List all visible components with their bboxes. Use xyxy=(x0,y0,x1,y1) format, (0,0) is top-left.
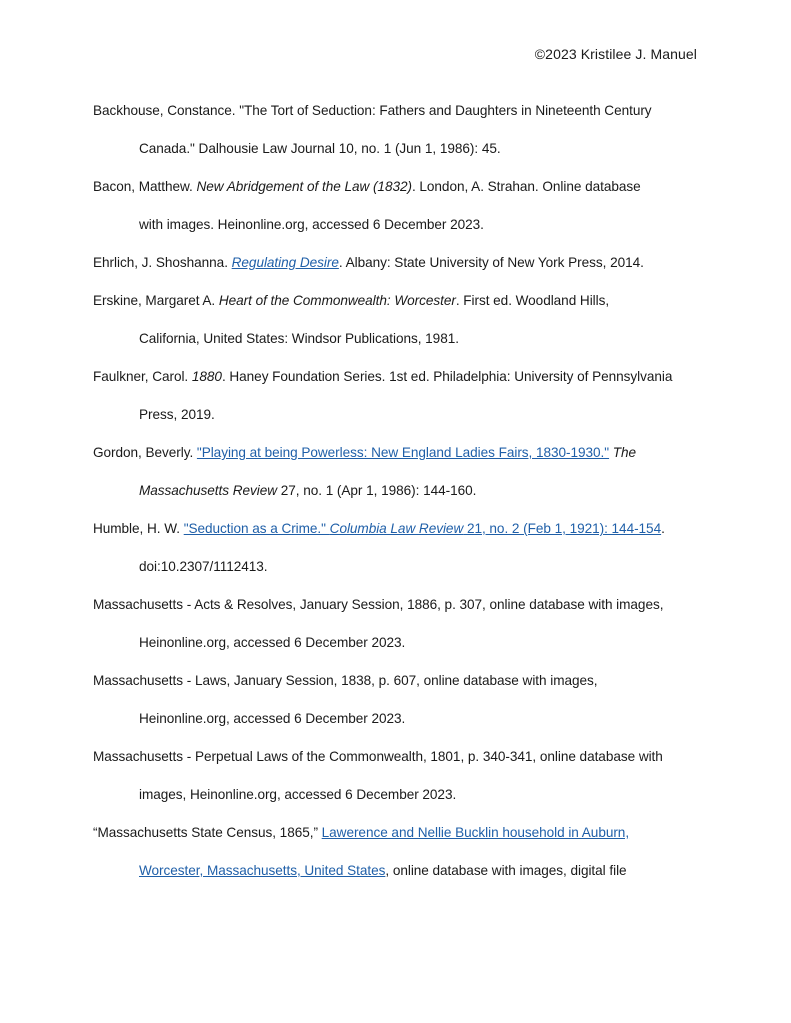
entry-title: Regulating Desire xyxy=(231,255,339,270)
entry-line-indented xyxy=(93,480,703,518)
entry-text: Massachusetts - Acts & Resolves, January Session, 1886, p. 307, online database with images, xyxy=(93,597,664,612)
regulating-desire-link[interactable] xyxy=(232,255,339,270)
bib-entry-humble xyxy=(93,518,703,594)
entry-title: The xyxy=(612,445,637,460)
entry-text: doi:10.2307/1112413. xyxy=(139,559,268,574)
entry-line-indented xyxy=(93,138,703,176)
bib-entry-ma-laws xyxy=(93,670,703,746)
entry-line xyxy=(93,252,703,290)
link-title: Columbia Law Review xyxy=(329,521,464,536)
entry-title: New Abridgement of the Law (1832) xyxy=(196,179,412,194)
entry-text: . London, A. Strahan. Online database xyxy=(411,179,641,194)
entry-line xyxy=(93,746,703,784)
entry-text: Faulkner, Carol. xyxy=(93,369,192,384)
entry-text: . Haney Foundation Series. 1st ed. Philadelphia: University of Pennsylvania xyxy=(221,369,673,384)
entry-text: Heinonline.org, accessed 6 December 2023. xyxy=(139,635,406,650)
bib-entry-erskine xyxy=(93,290,703,366)
entry-text: “Massachusetts State Census, 1865,” xyxy=(93,825,322,840)
entry-line-indented xyxy=(93,632,703,670)
link-text: 21, no. 2 (Feb 1, 1921): 144-154 xyxy=(463,521,662,536)
entry-text: Gordon, Beverly. xyxy=(93,445,197,460)
entry-text: Erskine, Margaret A. xyxy=(93,293,219,308)
bib-entry-ma-perpetual-laws xyxy=(93,746,703,822)
entry-line-indented xyxy=(93,708,703,746)
entry-line xyxy=(93,594,703,632)
entry-text: . Albany: State University of New York Press, 2014. xyxy=(338,255,644,270)
entry-line-indented xyxy=(93,784,703,822)
entry-text: . xyxy=(661,521,665,536)
entry-title: 1880 xyxy=(191,369,222,384)
entry-text: Canada." Dalhousie Law Journal 10, no. 1 (Jun 1, 1986): 45. xyxy=(139,141,501,156)
entry-text: Humble, H. W. xyxy=(93,521,184,536)
entry-line xyxy=(93,442,703,480)
entry-text: Massachusetts - Perpetual Laws of the Commonwealth, 1801, p. 340-341, online database with xyxy=(93,749,663,764)
entry-line-indented xyxy=(93,404,703,442)
entry-text: California, United States: Windsor Publications, 1981. xyxy=(139,331,459,346)
bib-entry-ma-acts-resolves xyxy=(93,594,703,670)
bib-entry-ma-census-1865 xyxy=(93,822,703,898)
entry-line xyxy=(93,822,703,860)
copyright-header: ©2023 Kristilee J. Manuel xyxy=(534,46,697,62)
entry-line-indented xyxy=(93,214,703,252)
bucklin-household-link[interactable]: Lawerence and Nellie Bucklin household in Auburn, xyxy=(321,825,630,840)
entry-text: Massachusetts - Laws, January Session, 1838, p. 607, online database with images, xyxy=(93,673,598,688)
entry-title: Massachusetts Review xyxy=(139,483,278,498)
bib-entry-gordon xyxy=(93,442,703,518)
bucklin-household-link-cont[interactable]: Worcester, Massachusetts, United States xyxy=(139,863,386,878)
entry-line xyxy=(93,290,703,328)
entry-title: Heart of the Commonwealth: Worcester xyxy=(218,293,456,308)
entry-line-indented xyxy=(93,328,703,366)
entry-line xyxy=(93,670,703,708)
entry-line xyxy=(93,366,703,404)
bib-entry-backhouse xyxy=(93,100,703,176)
entry-text: Heinonline.org, accessed 6 December 2023. xyxy=(139,711,406,726)
bibliography xyxy=(93,100,703,898)
entry-text: Bacon, Matthew. xyxy=(93,179,197,194)
entry-text: Press, 2019. xyxy=(139,407,215,422)
bib-entry-faulkner xyxy=(93,366,703,442)
entry-text: , online database with images, digital file xyxy=(385,863,627,878)
entry-line-indented xyxy=(93,860,703,898)
entry-line xyxy=(93,518,703,556)
entry-line xyxy=(93,176,703,214)
entry-text: . First ed. Woodland Hills, xyxy=(455,293,610,308)
bib-entry-bacon xyxy=(93,176,703,252)
entry-line-indented xyxy=(93,556,703,594)
bib-entry-ehrlich xyxy=(93,252,703,290)
link-text: "Seduction as a Crime." xyxy=(183,521,330,536)
playing-at-being-powerless-link[interactable]: "Playing at being Powerless: New England Ladies Fairs, 1830-1930." xyxy=(196,445,610,460)
entry-text: with images. Heinonline.org, accessed 6 December 2023. xyxy=(139,217,484,232)
entry-text: Ehrlich, J. Shoshanna. xyxy=(93,255,232,270)
entry-text: images, Heinonline.org, accessed 6 December 2023. xyxy=(139,787,457,802)
entry-line xyxy=(93,100,703,138)
seduction-as-a-crime-link[interactable] xyxy=(184,521,661,536)
entry-text: 27, no. 1 (Apr 1, 1986): 144-160. xyxy=(277,483,477,498)
entry-text: Backhouse, Constance. "The Tort of Seduction: Fathers and Daughters in Nineteenth Century xyxy=(93,103,652,118)
